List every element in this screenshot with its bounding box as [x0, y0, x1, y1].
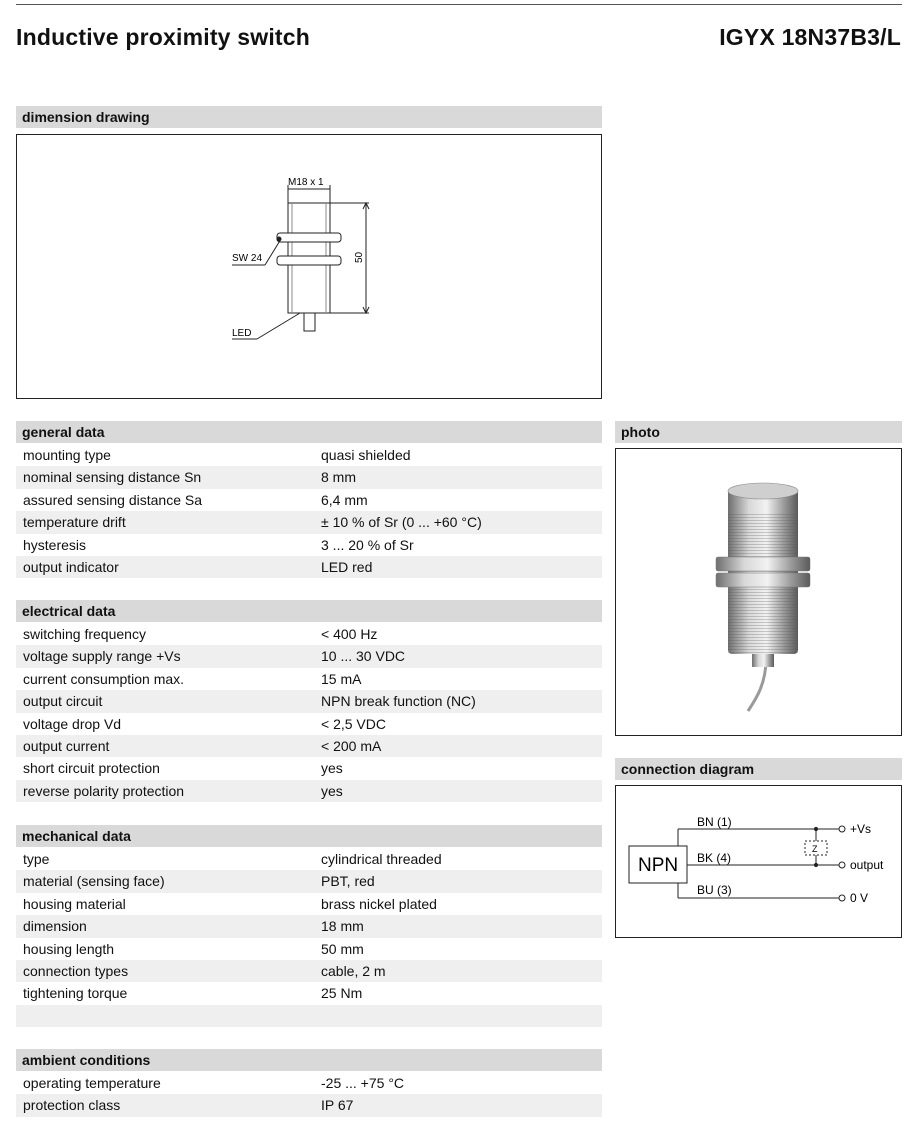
row-label: housing material [23, 895, 126, 912]
table-row [16, 757, 602, 779]
row-value: 15 mA [321, 670, 362, 687]
table-row [16, 444, 602, 466]
row-value: quasi shielded [321, 447, 411, 463]
load-label: Z [812, 844, 818, 854]
connection-diagram-heading: connection diagram [615, 758, 902, 780]
table-row [16, 915, 602, 937]
row-value: < 2,5 VDC [321, 715, 386, 732]
table-row [16, 1094, 602, 1116]
table-row [16, 1005, 602, 1027]
row-label: protection class [23, 1097, 121, 1114]
terminal-vs-label: +Vs [850, 822, 872, 836]
general-data-table [16, 444, 602, 578]
row-value: 8 mm [321, 469, 356, 486]
row-label: connection types [23, 962, 129, 979]
row-label: housing length [23, 940, 115, 957]
row-value: 25 Nm [321, 985, 363, 1002]
electrical-data-table [16, 623, 602, 802]
row-label: material (sensing face) [23, 873, 165, 890]
dimension-drawing-box [16, 134, 602, 399]
row-label: output circuit [23, 693, 103, 710]
table-row [16, 1072, 602, 1094]
npn-label: NPN [638, 855, 679, 876]
table-row [16, 780, 602, 802]
connection-diagram-box [615, 785, 902, 938]
row-label: reverse polarity protection [23, 782, 185, 799]
row-label: nominal sensing distance Sn [23, 469, 202, 486]
row-label: assured sensing distance Sa [23, 491, 202, 508]
row-value: IP 67 [321, 1097, 354, 1114]
row-value: LED red [321, 558, 373, 575]
row-label: switching frequency [23, 626, 146, 642]
table-row [16, 690, 602, 712]
row-label: tightening torque [23, 985, 128, 1002]
row-value: < 400 Hz [321, 626, 378, 642]
row-value: cylindrical threaded [321, 851, 442, 867]
top-rule [16, 4, 902, 5]
row-value: 10 ... 30 VDC [321, 648, 406, 665]
row-label: voltage supply range +Vs [23, 648, 181, 665]
row-label: output current [23, 737, 110, 754]
table-row [16, 534, 602, 556]
row-value: 3 ... 20 % of Sr [321, 536, 414, 553]
row-label: type [23, 851, 50, 867]
table-row [16, 645, 602, 667]
table-row [16, 466, 602, 488]
row-label: current consumption max. [23, 670, 185, 687]
wrench-size-label: SW 24 [232, 253, 263, 264]
thread-label: M18 x 1 [288, 177, 324, 188]
row-value: cable, 2 m [321, 962, 386, 979]
row-value: 18 mm [321, 918, 364, 935]
row-label: operating temperature [23, 1075, 161, 1091]
row-value: brass nickel plated [321, 895, 437, 912]
wire-bu-label: BU (3) [697, 883, 732, 897]
photo-heading: photo [615, 421, 902, 443]
row-value: yes [321, 760, 343, 777]
mechanical-data-table [16, 848, 602, 1027]
general-data-heading: general data [16, 421, 602, 443]
table-row [16, 870, 602, 892]
table-row [16, 893, 602, 915]
row-label: output indicator [23, 558, 119, 575]
row-value: PBT, red [321, 873, 375, 890]
connection-diagram [616, 786, 901, 937]
table-row [16, 735, 602, 757]
row-value: ± 10 % of Sr (0 ... +60 °C) [321, 514, 482, 531]
terminal-zero-label: 0 V [850, 891, 869, 905]
table-row [16, 511, 602, 533]
table-row [16, 938, 602, 960]
row-label: voltage drop Vd [23, 715, 122, 732]
dimension-drawing-heading: dimension drawing [16, 106, 602, 128]
length-label: 50 [354, 251, 365, 263]
row-value: 50 mm [321, 940, 364, 957]
page-title: Inductive proximity switch [16, 24, 311, 50]
row-value: -25 ... +75 °C [321, 1075, 405, 1091]
row-value: 6,4 mm [321, 491, 368, 508]
wire-bk-label: BK (4) [697, 851, 732, 865]
row-label: short circuit protection [23, 760, 160, 777]
ambient-conditions-heading: ambient conditions [16, 1049, 602, 1071]
table-row [16, 713, 602, 735]
row-label: dimension [23, 918, 87, 935]
ambient-conditions-table [16, 1072, 602, 1117]
product-code: IGYX 18N37B3/L [719, 24, 901, 50]
terminal-output-label: output [850, 858, 884, 872]
table-row [16, 668, 602, 690]
row-value: yes [321, 782, 343, 799]
row-label: mounting type [23, 447, 111, 463]
wire-bn-label: BN (1) [697, 815, 732, 829]
electrical-data-heading: electrical data [16, 600, 602, 622]
row-label: hysteresis [23, 536, 87, 553]
row-label: temperature drift [23, 514, 126, 531]
sensor-photo [616, 449, 901, 735]
dimension-drawing [17, 135, 601, 398]
table-row [16, 556, 602, 578]
led-label: LED [232, 328, 252, 339]
photo-box [615, 448, 902, 736]
table-row [16, 982, 602, 1004]
table-row [16, 489, 602, 511]
mechanical-data-heading: mechanical data [16, 825, 602, 847]
row-value: < 200 mA [321, 737, 382, 754]
table-row [16, 623, 602, 645]
row-value: NPN break function (NC) [321, 693, 476, 710]
table-row [16, 848, 602, 870]
table-row [16, 960, 602, 982]
